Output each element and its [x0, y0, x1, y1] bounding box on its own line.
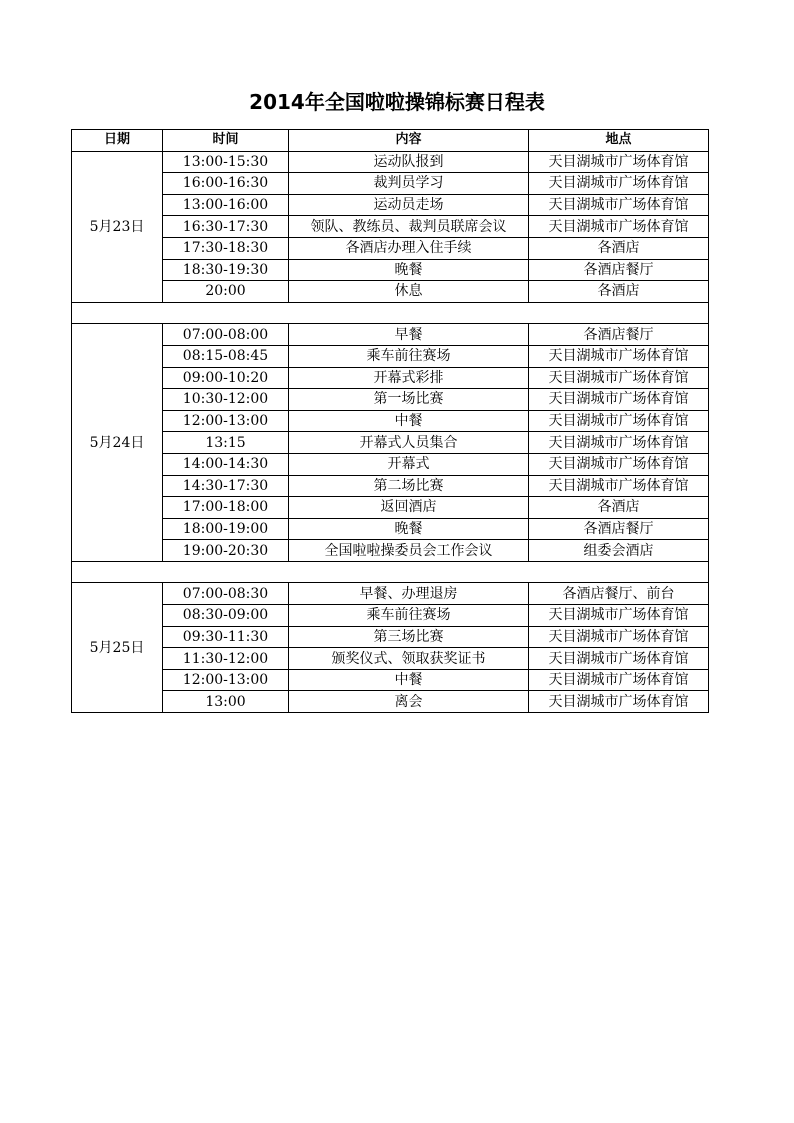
content-cell: 乘车前往赛场 — [289, 345, 529, 367]
time-cell: 17:00-18:00 — [163, 497, 289, 519]
time-cell: 08:15-08:45 — [163, 345, 289, 367]
location-cell: 天目湖城市广场体育馆 — [529, 453, 709, 475]
content-cell: 运动队报到 — [289, 151, 529, 173]
content-cell: 晚餐 — [289, 518, 529, 540]
time-cell: 07:00-08:00 — [163, 324, 289, 346]
content-cell: 乘车前往赛场 — [289, 605, 529, 627]
spacer-cell — [72, 302, 709, 324]
location-cell: 天目湖城市广场体育馆 — [529, 475, 709, 497]
table-row — [72, 367, 709, 389]
date-cell: 5月23日 — [72, 151, 163, 302]
time-cell: 13:15 — [163, 432, 289, 454]
time-cell: 14:30-17:30 — [163, 475, 289, 497]
content-cell: 开幕式 — [289, 453, 529, 475]
table-row — [72, 540, 709, 562]
table-row — [72, 583, 709, 605]
time-cell: 18:00-19:00 — [163, 518, 289, 540]
table-row — [72, 216, 709, 238]
time-cell: 10:30-12:00 — [163, 389, 289, 411]
time-cell: 20:00 — [163, 281, 289, 303]
content-cell: 第三场比赛 — [289, 626, 529, 648]
table-row — [72, 432, 709, 454]
content-cell: 早餐、办理退房 — [289, 583, 529, 605]
content-cell: 晚餐 — [289, 259, 529, 281]
time-cell: 19:00-20:30 — [163, 540, 289, 562]
table-row — [72, 324, 709, 346]
location-cell: 天目湖城市广场体育馆 — [529, 216, 709, 238]
date-cell: 5月25日 — [72, 583, 163, 713]
location-cell: 各酒店 — [529, 237, 709, 259]
location-cell: 天目湖城市广场体育馆 — [529, 367, 709, 389]
table-row — [72, 626, 709, 648]
table-row — [72, 518, 709, 540]
time-cell: 13:00-16:00 — [163, 194, 289, 216]
time-cell: 14:00-14:30 — [163, 453, 289, 475]
table-row — [72, 453, 709, 475]
location-cell: 各酒店餐厅、前台 — [529, 583, 709, 605]
time-cell: 12:00-13:00 — [163, 410, 289, 432]
spacer-row — [72, 561, 709, 583]
content-cell: 中餐 — [289, 410, 529, 432]
header-location: 地点 — [529, 130, 709, 152]
location-cell: 各酒店餐厅 — [529, 518, 709, 540]
table-row — [72, 410, 709, 432]
content-cell: 第一场比赛 — [289, 389, 529, 411]
header-row — [72, 130, 709, 152]
schedule-table — [71, 129, 709, 713]
content-cell: 返回酒店 — [289, 497, 529, 519]
location-cell: 天目湖城市广场体育馆 — [529, 194, 709, 216]
table-row — [72, 281, 709, 303]
page-title: 2014年全国啦啦操锦标赛日程表 — [249, 90, 545, 114]
location-cell: 天目湖城市广场体育馆 — [529, 345, 709, 367]
time-cell: 16:00-16:30 — [163, 173, 289, 195]
location-cell: 组委会酒店 — [529, 540, 709, 562]
content-cell: 开幕式人员集合 — [289, 432, 529, 454]
time-cell: 09:30-11:30 — [163, 626, 289, 648]
content-cell: 全国啦啦操委员会工作会议 — [289, 540, 529, 562]
content-cell: 早餐 — [289, 324, 529, 346]
time-cell: 09:00-10:20 — [163, 367, 289, 389]
location-cell: 天目湖城市广场体育馆 — [529, 605, 709, 627]
location-cell: 天目湖城市广场体育馆 — [529, 389, 709, 411]
location-cell: 各酒店餐厅 — [529, 324, 709, 346]
table-row — [72, 475, 709, 497]
table-row — [72, 151, 709, 173]
header-date: 日期 — [72, 130, 163, 152]
location-cell: 天目湖城市广场体育馆 — [529, 432, 709, 454]
content-cell: 第二场比赛 — [289, 475, 529, 497]
location-cell: 各酒店 — [529, 281, 709, 303]
spacer-row — [72, 302, 709, 324]
time-cell: 17:30-18:30 — [163, 237, 289, 259]
content-cell: 裁判员学习 — [289, 173, 529, 195]
table-row — [72, 194, 709, 216]
time-cell: 08:30-09:00 — [163, 605, 289, 627]
table-row — [72, 648, 709, 670]
time-cell: 11:30-12:00 — [163, 648, 289, 670]
table-row — [72, 389, 709, 411]
location-cell: 天目湖城市广场体育馆 — [529, 173, 709, 195]
location-cell: 天目湖城市广场体育馆 — [529, 691, 709, 713]
table-row — [72, 691, 709, 713]
location-cell: 天目湖城市广场体育馆 — [529, 410, 709, 432]
time-cell: 13:00 — [163, 691, 289, 713]
location-cell: 各酒店餐厅 — [529, 259, 709, 281]
date-cell: 5月24日 — [72, 324, 163, 562]
location-cell: 天目湖城市广场体育馆 — [529, 151, 709, 173]
location-cell: 天目湖城市广场体育馆 — [529, 669, 709, 691]
content-cell: 休息 — [289, 281, 529, 303]
time-cell: 18:30-19:30 — [163, 259, 289, 281]
table-row — [72, 237, 709, 259]
content-cell: 各酒店办理入住手续 — [289, 237, 529, 259]
table-row — [72, 497, 709, 519]
location-cell: 天目湖城市广场体育馆 — [529, 648, 709, 670]
content-cell: 运动员走场 — [289, 194, 529, 216]
table-row — [72, 605, 709, 627]
table-row — [72, 345, 709, 367]
table-row — [72, 259, 709, 281]
time-cell: 12:00-13:00 — [163, 669, 289, 691]
content-cell: 离会 — [289, 691, 529, 713]
header-time: 时间 — [163, 130, 289, 152]
location-cell: 各酒店 — [529, 497, 709, 519]
content-cell: 领队、教练员、裁判员联席会议 — [289, 216, 529, 238]
content-cell: 开幕式彩排 — [289, 367, 529, 389]
table-row — [72, 669, 709, 691]
header-content: 内容 — [289, 130, 529, 152]
time-cell: 07:00-08:30 — [163, 583, 289, 605]
time-cell: 13:00-15:30 — [163, 151, 289, 173]
location-cell: 天目湖城市广场体育馆 — [529, 626, 709, 648]
table-row — [72, 173, 709, 195]
time-cell: 16:30-17:30 — [163, 216, 289, 238]
content-cell: 颁奖仪式、领取获奖证书 — [289, 648, 529, 670]
content-cell: 中餐 — [289, 669, 529, 691]
spacer-cell — [72, 561, 709, 583]
schedule-body — [72, 151, 709, 712]
